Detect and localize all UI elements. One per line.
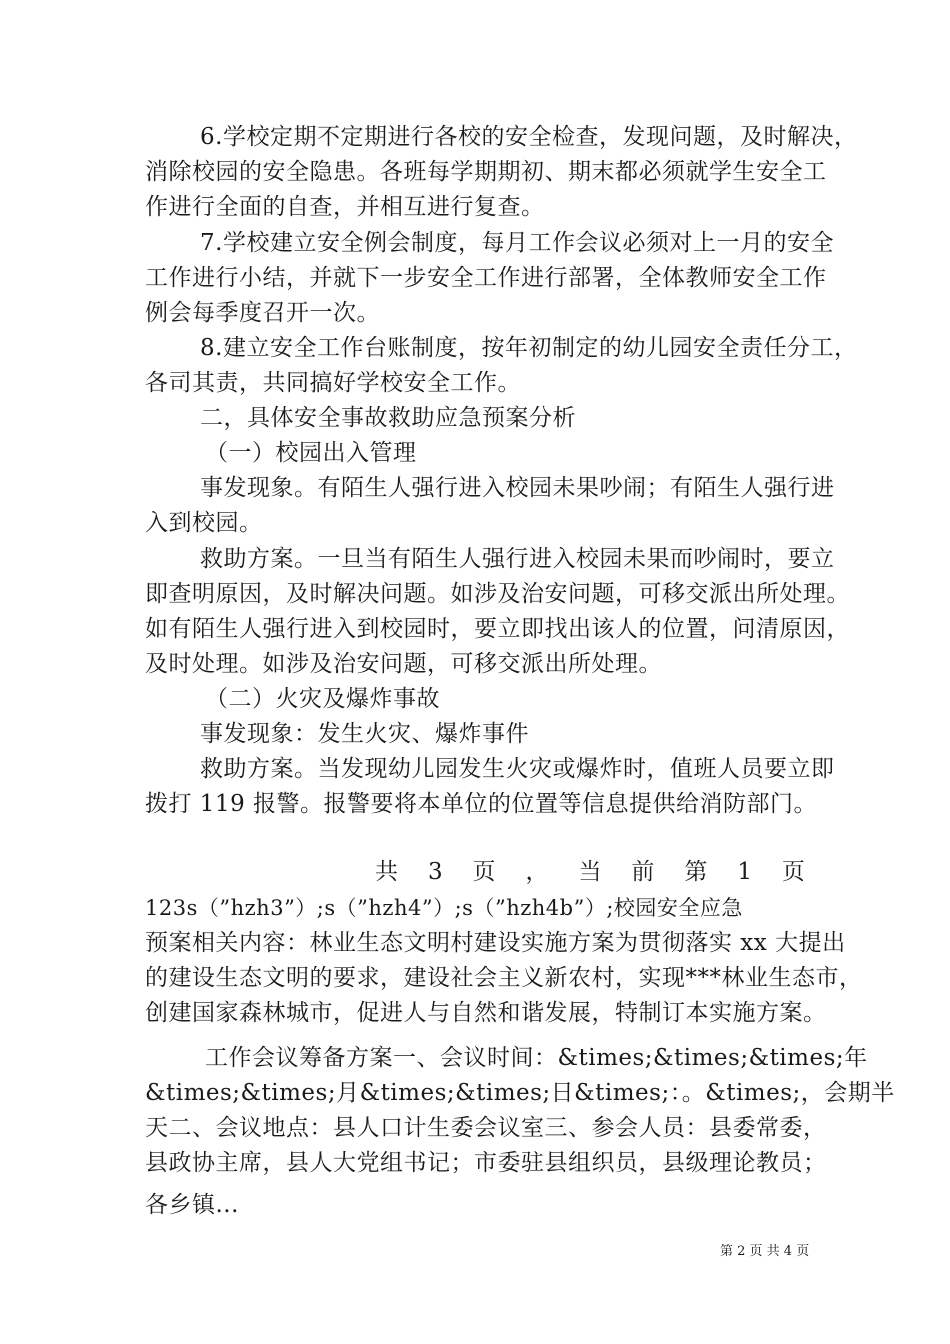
paragraph-line: 工作会议筹备方案一、会议时间：&times;&times;&times;年 xyxy=(205,1045,868,1071)
page-separator xyxy=(145,857,805,887)
paragraph-line: 如有陌生人强行进入到校园时，要立即找出该人的位置，问清原因， xyxy=(145,616,850,642)
paragraph-line: 预案相关内容：林业生态文明村建设实施方案为贯彻落实 xx 大提出 xyxy=(145,930,846,956)
page-footer: 第 2 页 共 4 页 xyxy=(720,1244,810,1259)
page-separator-char: 共 xyxy=(375,859,398,885)
paragraph-line: 及时处理。如涉及治安问题，可移交派出所处理。 xyxy=(145,651,662,677)
page-separator-char: 第 xyxy=(684,859,708,885)
paragraph-line: 例会每季度召开一次。 xyxy=(145,300,380,326)
paragraph-line: 天二、会议地点：县人口计生委会议室三、参会人员：县委常委， xyxy=(145,1115,827,1141)
paragraph-line: 8.建立安全工作台账制度，按年初制定的幼儿园安全责任分工， xyxy=(200,335,858,361)
paragraph-line: 救助方案。当发现幼儿园发生火灾或爆炸时，值班人员要立即 xyxy=(200,756,835,782)
page-separator-char: 3 xyxy=(427,859,443,885)
paragraph-line: 的建设生态文明的要求，建设社会主义新农村，实现***林业生态市， xyxy=(145,965,863,991)
paragraph-line: &times;&times;月&times;&times;日&times;：。&times;，会期半 xyxy=(145,1080,895,1106)
paragraph-line: 拨打 119 报警。报警要将本单位的位置等信息提供给消防部门。 xyxy=(145,791,818,817)
page-separator-char: 当 xyxy=(578,859,602,885)
paragraph-line: 创建国家森林城市，促进人与自然和谐发展，特制订本实施方案。 xyxy=(145,1000,827,1026)
paragraph-line: 消除校园的安全隐患。各班每学期期初、期末都必须就学生安全工 xyxy=(145,159,827,185)
subsection-heading: （一）校园出入管理 xyxy=(205,440,417,466)
page-separator-char: 前 xyxy=(631,859,655,885)
paragraph-line: 作进行全面的自查，并相互进行复查。 xyxy=(145,194,545,220)
page-separator-char: 页 xyxy=(472,859,496,885)
page-separator-char: 页 xyxy=(781,859,805,885)
section-heading: 二，具体安全事故救助应急预案分析 xyxy=(200,405,576,431)
paragraph-line: 县政协主席，县人大党组书记；市委驻县组织员，县级理论教员； xyxy=(145,1150,827,1176)
page-separator-char: 1 xyxy=(737,859,752,885)
paragraph-line: 123s（”hzh3”）;s（”hzh4”）;s（”hzh4b”）;校园安全应急 xyxy=(145,896,743,920)
paragraph-line: 入到校园。 xyxy=(145,510,263,536)
subsection-heading: （二）火灾及爆炸事故 xyxy=(205,686,440,712)
paragraph-line: 事发现象。有陌生人强行进入校园未果吵闹；有陌生人强行进 xyxy=(200,475,835,501)
paragraph-line: 救助方案。一旦当有陌生人强行进入校园未果而吵闹时，要立 xyxy=(200,546,835,572)
paragraph-line: 各司其责，共同搞好学校安全工作。 xyxy=(145,370,521,396)
paragraph-line: 工作进行小结，并就下一步安全工作进行部署，全体教师安全工作 xyxy=(145,265,827,291)
paragraph-line: 各乡镇... xyxy=(145,1192,239,1218)
paragraph-line: 即查明原因，及时解决问题。如涉及治安问题，可移交派出所处理。 xyxy=(145,581,850,607)
page-separator-char: ， xyxy=(525,859,549,885)
paragraph-line: 7.学校建立安全例会制度，每月工作会议必须对上一月的安全 xyxy=(200,230,834,256)
paragraph-line: 6.学校定期不定期进行各校的安全检查，发现问题，及时解决， xyxy=(200,124,858,150)
paragraph-line: 事发现象：发生火灾、爆炸事件 xyxy=(200,721,529,747)
